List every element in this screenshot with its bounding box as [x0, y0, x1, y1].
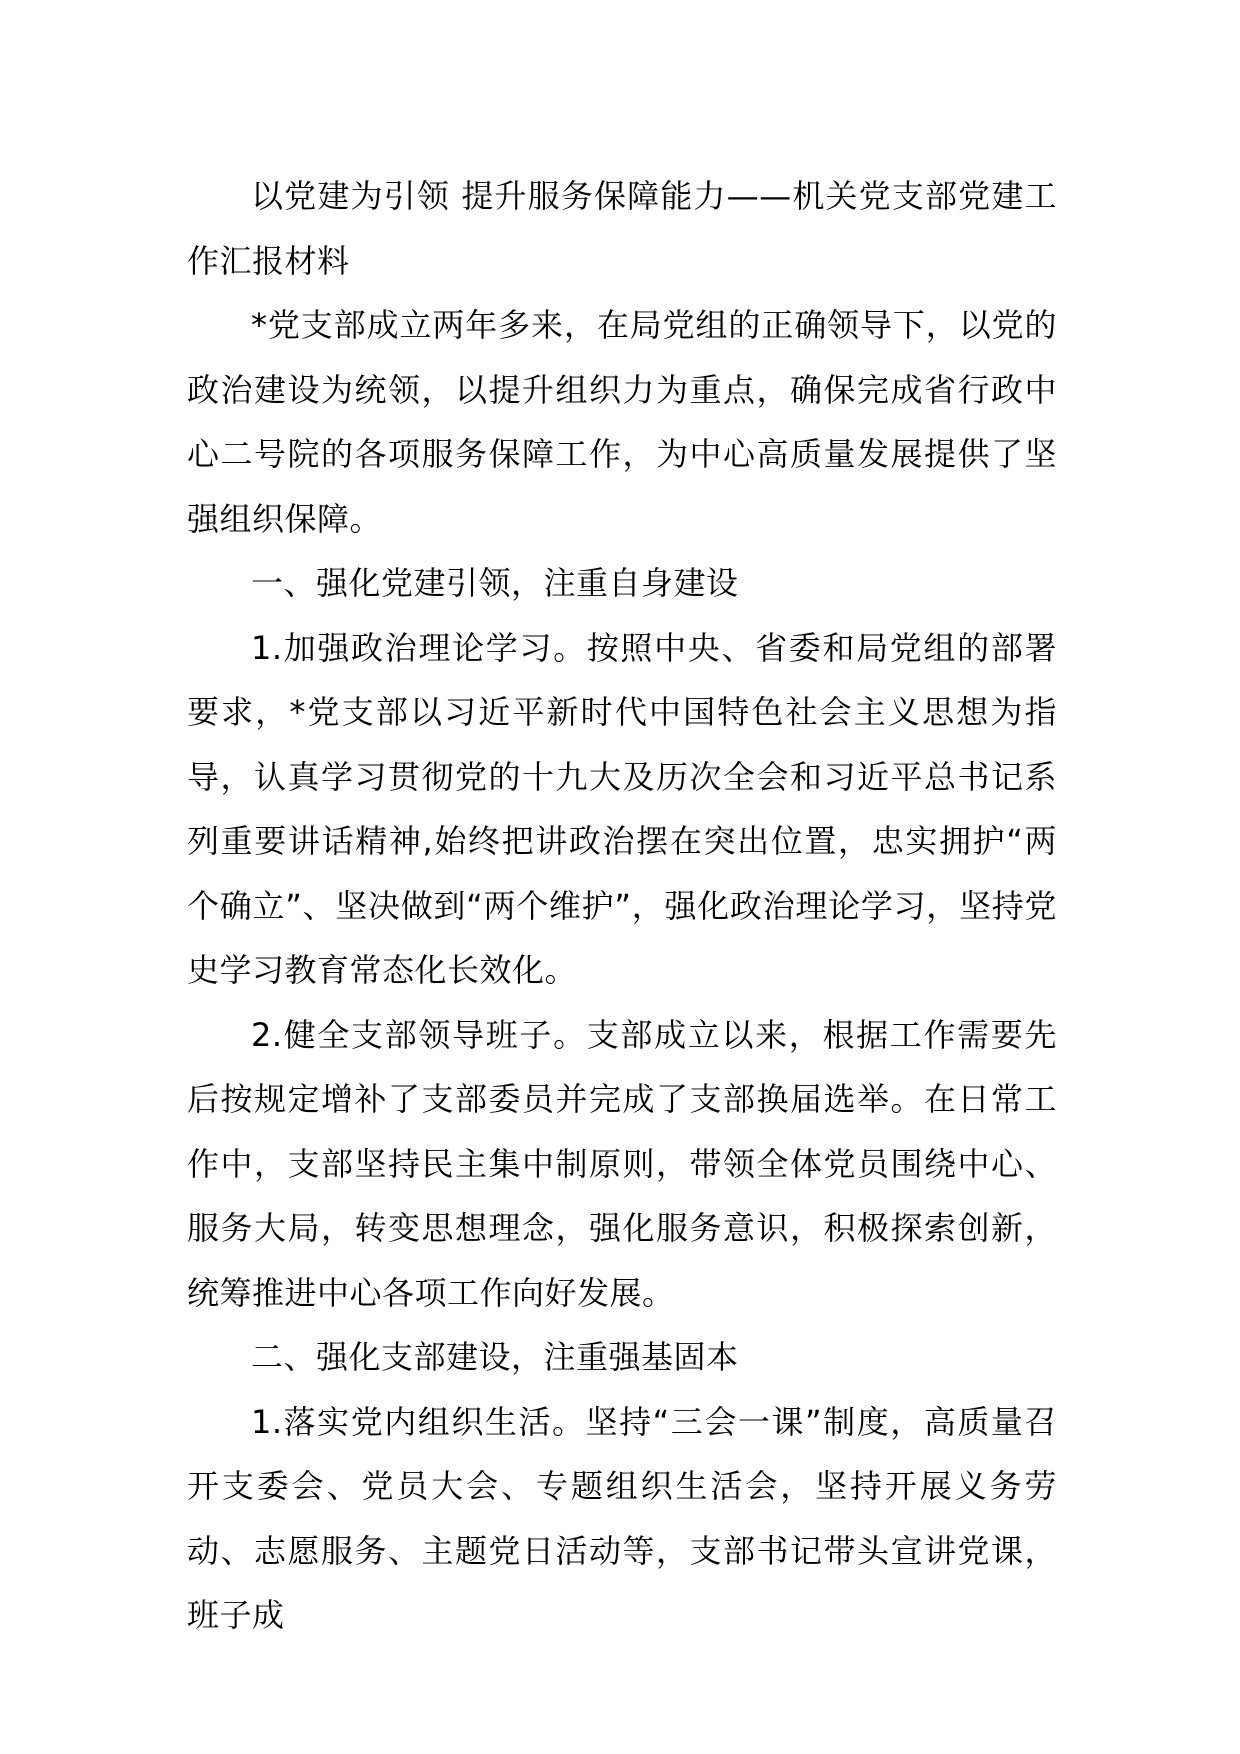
- intro-paragraph: *党支部成立两年多来，在局党组的正确领导下，以党的政治建设为统领，以提升组织力为重点，确保完成省行政中心二号院的各项服务保障工作，为中心高质量发展提供了坚强组织保障。: [187, 306, 1057, 538]
- section-heading-2: 二、强化支部建设，注重强基固本: [251, 1338, 739, 1376]
- body-paragraph: 2.健全支部领导班子。支部成立以来，根据工作需要先后按规定增补了支部委员并完成了支部换届选举。在日常工作中，支部坚持民主集中制原则，带领全体党员围绕中心、服务大局，转变思想理念，强化服务意识，积极探索创新，统筹推进中心各项工作向好发展。: [187, 1015, 1057, 1312]
- section-heading-1: 一、强化党建引领，注重自身建设: [251, 564, 739, 602]
- document-body: [187, 164, 1057, 1648]
- body-paragraph: 1.加强政治理论学习。按照中央、省委和局党组的部署要求，*党支部以习近平新时代中国特色社会主义思想为指导，认真学习贯彻党的十九大及历次全会和习近平总书记系列重要讲话精神,始终把讲政治摆在突出位置，忠实拥护“两个确立”、坚决做到“两个维护”，强化政治理论学习，坚持党史学习教育常态化长效化。: [187, 628, 1057, 989]
- document-title: 以党建为引领 提升服务保障能力——机关党支部党建工作汇报材料: [187, 177, 1057, 280]
- body-paragraph: 1.落实党内组织生活。坚持“三会一课”制度，高质量召开支委会、党员大会、专题组织生活会，坚持开展义务劳动、志愿服务、主题党日活动等，支部书记带头宣讲党课，班子成: [187, 1402, 1057, 1634]
